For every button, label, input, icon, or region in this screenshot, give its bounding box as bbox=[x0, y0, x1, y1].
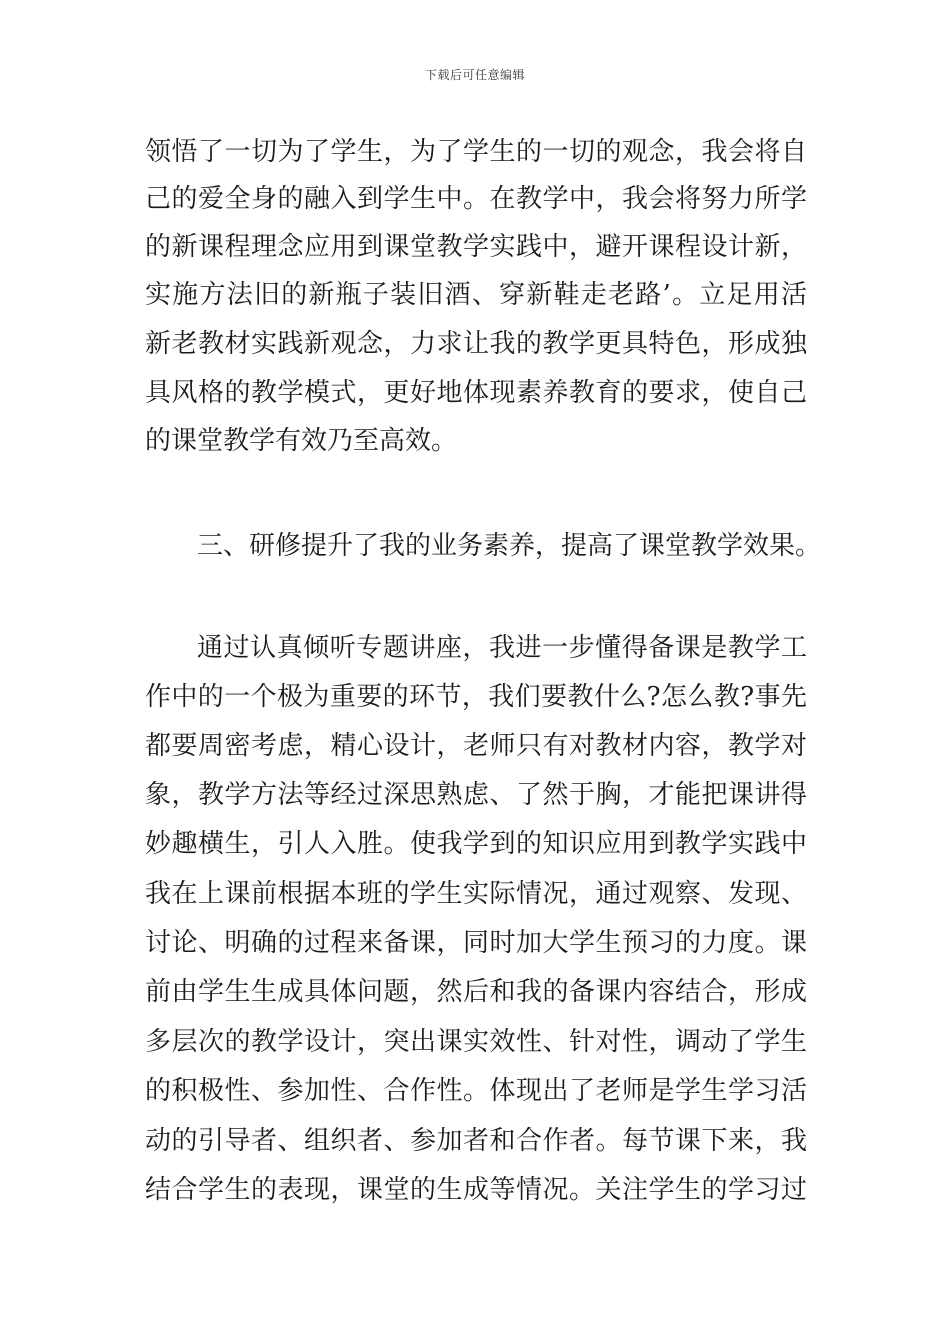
paragraph-line: 的新课程理念应用到课堂教学实践中，避开课程设计新， bbox=[145, 232, 807, 262]
paragraph-line: 动的引导者、组织者、参加者和合作者。每节课下来，我 bbox=[145, 1126, 807, 1156]
paragraph-line: 结合学生的表现，课堂的生成等情况。关注学生的学习过 bbox=[145, 1175, 807, 1205]
paragraph-line: 讨论、明确的过程来备课，同时加大学生预习的力度。课 bbox=[145, 928, 807, 958]
paragraph-line: 多层次的教学设计，突出课实效性、针对性，调动了学生 bbox=[145, 1027, 807, 1057]
paragraph-line: 都要周密考虑，精心设计，老师只有对教材内容，教学对 bbox=[145, 731, 807, 761]
paragraph-line: 的积极性、参加性、合作性。体现出了老师是学生学习活 bbox=[145, 1076, 807, 1106]
section-heading: 三、研修提升了我的业务素养，提高了课堂教学效果。 bbox=[197, 531, 822, 561]
paragraph-line: 象，教学方法等经过深思熟虑、了然于胸，才能把课讲得 bbox=[145, 780, 807, 810]
paragraph-line: 我在上课前根据本班的学生实际情况，通过观察、发现、 bbox=[145, 879, 807, 909]
paragraph-line: 通过认真倾听专题讲座，我进一步懂得备课是教学工 bbox=[197, 633, 807, 663]
paragraph-line: 的课堂教学有效乃至高效。 bbox=[145, 426, 458, 456]
paragraph-line: 前由学生生成具体问题，然后和我的备课内容结合，形成 bbox=[145, 977, 807, 1007]
paragraph-line: 新老教材实践新观念，力求让我的教学更具特色，形成独 bbox=[145, 329, 807, 359]
paragraph-line: 领悟了一切为了学生，为了学生的一切的观念，我会将自 bbox=[145, 137, 807, 167]
paragraph-line: 具风格的教学模式，更好地体现素养教育的要求，使自己 bbox=[145, 378, 807, 408]
paragraph-line: 己的爱全身的融入到学生中。在教学中，我会将努力所学 bbox=[145, 184, 807, 214]
paragraph-line: 妙趣横生，引人入胜。使我学到的知识应用到教学实践中 bbox=[145, 829, 807, 859]
paragraph-line: 作中的一个极为重要的环节，我们要教什么?怎么教?事先 bbox=[145, 682, 807, 712]
paragraph-line: 实施方法旧的新瓶子装旧酒、穿新鞋走老路’。立足用活 bbox=[145, 280, 807, 310]
page-header-note: 下载后可任意编辑 bbox=[424, 68, 525, 82]
